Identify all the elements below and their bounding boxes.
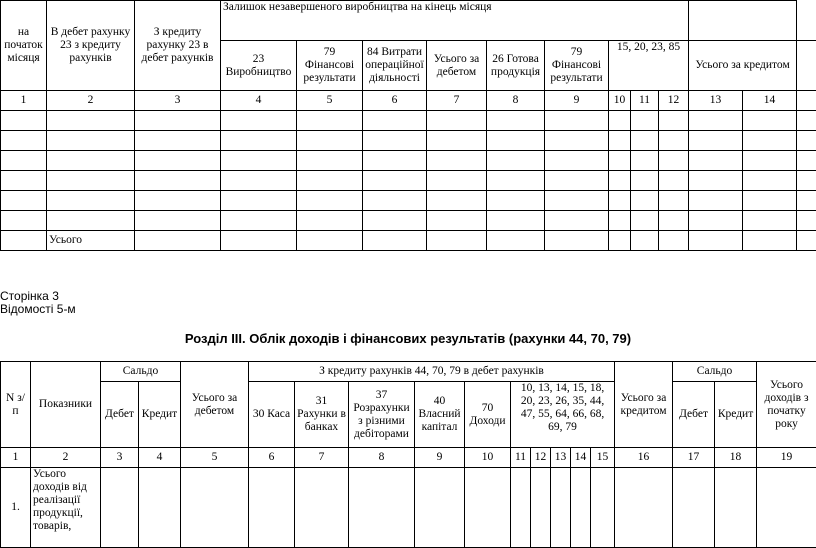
table-cell	[47, 111, 135, 131]
header-sub-6: 79 Фінансові результати	[545, 41, 609, 91]
table-cell	[427, 151, 487, 171]
table-cell	[689, 191, 743, 211]
col-number: 12	[659, 91, 689, 111]
row-label: Усього доходів від реалізації продукції, товарів,	[31, 468, 101, 548]
table-cell	[609, 231, 631, 251]
table-cell	[487, 151, 545, 171]
table-cell	[797, 231, 816, 251]
header-debit2: Дебет	[673, 382, 715, 448]
table-cell	[221, 191, 297, 211]
table-cell	[297, 171, 363, 191]
table-cell	[1, 151, 47, 171]
table-row	[1, 211, 816, 231]
table-cell	[135, 151, 221, 171]
table-cell	[743, 131, 797, 151]
table-cell	[571, 468, 591, 548]
table-cell	[465, 468, 511, 548]
col-number: 8	[487, 91, 545, 111]
blank-cell	[797, 1, 816, 41]
table-cell	[297, 191, 363, 211]
table-cell	[545, 171, 609, 191]
col-number: 15	[591, 448, 615, 468]
table-row	[1, 171, 816, 191]
table-cell	[297, 211, 363, 231]
table-cell	[545, 131, 609, 151]
table-cell	[487, 111, 545, 131]
col-number: 5	[181, 448, 249, 468]
blank-cell	[797, 91, 816, 111]
col-number: 2	[47, 91, 135, 111]
table-cell	[797, 151, 816, 171]
header-c40: 40 Власний капітал	[415, 382, 465, 448]
table-cell	[47, 191, 135, 211]
table-cell	[1, 211, 47, 231]
table-cell	[135, 111, 221, 131]
total-row	[1, 231, 816, 251]
table-cell	[545, 191, 609, 211]
table-cell	[615, 468, 673, 548]
col-number: 7	[295, 448, 349, 468]
table-cell	[135, 171, 221, 191]
table-cell	[659, 151, 689, 171]
col-number: 12	[531, 448, 551, 468]
table-cell	[609, 211, 631, 231]
table-cell	[101, 468, 139, 548]
section-title: Розділ ІІІ. Облік доходів і фінансових результатів (рахунки 44, 70, 79)	[0, 331, 816, 346]
table-cell	[659, 111, 689, 131]
col-number: 14	[571, 448, 591, 468]
table-cell	[349, 468, 415, 548]
table-cell	[631, 111, 659, 131]
table-cell	[221, 111, 297, 131]
number-row	[1, 91, 816, 111]
table-cell	[609, 131, 631, 151]
production-table	[0, 0, 816, 251]
table-cell	[427, 231, 487, 251]
table-cell	[631, 191, 659, 211]
table-cell	[689, 151, 743, 171]
header-debit-total: Усього за дебетом	[181, 362, 249, 448]
table-cell	[47, 211, 135, 231]
table-cell	[689, 131, 743, 151]
table-cell	[135, 211, 221, 231]
table-row	[1, 151, 816, 171]
header-credit: Кредит	[139, 382, 181, 448]
table-cell	[1, 191, 47, 211]
header-sub-5: 26 Готова продукція	[487, 41, 545, 91]
table-cell	[797, 171, 816, 191]
header-indicators: Показники	[31, 362, 101, 448]
page-label: Сторінка 3	[0, 289, 59, 303]
header-sub-4: Усього за дебетом	[427, 41, 487, 91]
table-cell	[797, 211, 816, 231]
header-credit-total: Усього за кредитом	[615, 362, 673, 448]
table-cell	[47, 131, 135, 151]
table-cell	[1, 231, 47, 251]
table-row	[1, 111, 816, 131]
col-number: 3	[101, 448, 139, 468]
table-cell	[689, 211, 743, 231]
table-cell	[487, 171, 545, 191]
table-cell	[363, 111, 427, 131]
table-cell	[295, 468, 349, 548]
header-sub-3: 84 Витрати операційної діяльності	[363, 41, 427, 91]
col-number: 9	[415, 448, 465, 468]
table-cell	[47, 171, 135, 191]
table-cell	[609, 151, 631, 171]
total-label: Усього	[47, 231, 135, 251]
col-number: 2	[31, 448, 101, 468]
col-number: 11	[631, 91, 659, 111]
col-number: 6	[249, 448, 295, 468]
table-cell	[609, 111, 631, 131]
table-cell	[545, 151, 609, 171]
table-cell	[487, 231, 545, 251]
header-c37: 37 Розрахунки з різними дебіторами	[349, 382, 415, 448]
table-cell	[139, 468, 181, 548]
col-number: 5	[297, 91, 363, 111]
header-wip-balance: Залишок незавершеного виробництва на кінець місяця	[221, 1, 689, 41]
col-number: 7	[427, 91, 487, 111]
table-cell	[545, 231, 609, 251]
col-number: 1	[1, 448, 31, 468]
header-sub-1: 23 Виробництво	[221, 41, 297, 91]
col-number: 3	[135, 91, 221, 111]
header-sub-2: 79 Фінансові результати	[297, 41, 363, 91]
table-cell	[689, 111, 743, 131]
table-cell	[363, 191, 427, 211]
table-cell	[673, 468, 715, 548]
col-number: 8	[349, 448, 415, 468]
table-cell	[363, 211, 427, 231]
col-number: 10	[609, 91, 631, 111]
table-cell	[511, 468, 531, 548]
table-cell	[1, 131, 47, 151]
table-cell	[297, 231, 363, 251]
table-cell	[609, 171, 631, 191]
table-cell	[427, 191, 487, 211]
table-cell	[757, 468, 816, 548]
col-number: 11	[511, 448, 531, 468]
table-cell	[689, 171, 743, 191]
header-accounts: 15, 20, 23, 85	[609, 41, 689, 91]
table-cell	[743, 191, 797, 211]
table-cell	[545, 111, 609, 131]
header-saldo-end: Сальдо	[673, 362, 757, 382]
table-cell	[689, 231, 743, 251]
table-cell	[181, 468, 249, 548]
table-cell	[427, 211, 487, 231]
header-c70: 70 Доходи	[465, 382, 511, 448]
number-row	[1, 448, 816, 468]
header-saldo-start: Сальдо	[101, 362, 181, 382]
table-cell	[659, 231, 689, 251]
row-num: 1.	[1, 468, 31, 548]
col-number: 9	[545, 91, 609, 111]
table-cell	[415, 468, 465, 548]
table-cell	[487, 191, 545, 211]
table-cell	[631, 131, 659, 151]
header-debit: Дебет	[101, 382, 139, 448]
table-row	[1, 468, 816, 548]
table-cell	[743, 111, 797, 131]
table-cell	[221, 171, 297, 191]
table-cell	[743, 171, 797, 191]
table-cell	[221, 131, 297, 151]
header-debit-23: В дебет рахунку 23 з кредиту рахунків	[47, 1, 135, 91]
table-cell	[135, 131, 221, 151]
header-credit-total: Усього за кредитом	[689, 41, 797, 91]
table-cell	[487, 211, 545, 231]
table-cell	[743, 211, 797, 231]
blank-cell	[797, 41, 816, 91]
header-accounts: 10, 13, 14, 15, 18, 20, 23, 26, 35, 44, 47, 55, 64, 66, 68, 69, 79	[511, 382, 615, 448]
col-number: 6	[363, 91, 427, 111]
table-cell	[797, 191, 816, 211]
table-cell	[135, 191, 221, 211]
table-row	[1, 191, 816, 211]
col-number: 13	[551, 448, 571, 468]
header-credit-23: З кредиту рахунку 23 в дебет рахунків	[135, 1, 221, 91]
table-cell	[221, 211, 297, 231]
table-cell	[487, 131, 545, 151]
col-number: 18	[715, 448, 757, 468]
table-cell	[531, 468, 551, 548]
table-cell	[221, 231, 297, 251]
table-cell	[551, 468, 571, 548]
table-row	[1, 131, 816, 151]
table-cell	[363, 171, 427, 191]
table-cell	[1, 111, 47, 131]
table-cell	[659, 131, 689, 151]
table-cell	[135, 231, 221, 251]
table-cell	[363, 131, 427, 151]
table-cell	[797, 131, 816, 151]
table-cell	[297, 111, 363, 131]
header-credit2: Кредит	[715, 382, 757, 448]
col-number: 13	[689, 91, 743, 111]
col-number: 4	[139, 448, 181, 468]
col-number: 4	[221, 91, 297, 111]
col-number: 16	[615, 448, 673, 468]
table-cell	[591, 468, 615, 548]
table-cell	[715, 468, 757, 548]
header-c31: 31 Рахунки в банках	[295, 382, 349, 448]
table-cell	[427, 171, 487, 191]
table-cell	[249, 468, 295, 548]
table-cell	[427, 111, 487, 131]
col-number: 17	[673, 448, 715, 468]
table-cell	[609, 191, 631, 211]
table-cell	[47, 151, 135, 171]
header-num: N з/п	[1, 362, 31, 448]
table-cell	[743, 231, 797, 251]
table-cell	[631, 231, 659, 251]
table-cell	[1, 171, 47, 191]
table-cell	[297, 131, 363, 151]
table-cell	[659, 171, 689, 191]
table-cell	[297, 151, 363, 171]
col-number: 14	[743, 91, 797, 111]
header-at-month-start: на початок місяця	[1, 1, 47, 91]
col-number: 19	[757, 448, 816, 468]
table-cell	[427, 131, 487, 151]
header-income-total: Усього доходів з початку року	[757, 362, 816, 448]
table-cell	[797, 111, 816, 131]
table-cell	[659, 211, 689, 231]
table-cell	[659, 191, 689, 211]
income-table	[0, 361, 816, 548]
col-number: 10	[465, 448, 511, 468]
table-cell	[221, 151, 297, 171]
table-cell	[631, 211, 659, 231]
header-from-credit: З кредиту рахунків 44, 70, 79 в дебет рахунків	[249, 362, 615, 382]
statement-label: Відомості 5-м	[0, 302, 76, 316]
table-cell	[631, 171, 659, 191]
table-cell	[363, 151, 427, 171]
table-cell	[545, 211, 609, 231]
col-number: 1	[1, 91, 47, 111]
header-c30: 30 Каса	[249, 382, 295, 448]
blank-cell	[689, 1, 797, 41]
table-cell	[743, 151, 797, 171]
table-cell	[631, 151, 659, 171]
table-cell	[363, 231, 427, 251]
